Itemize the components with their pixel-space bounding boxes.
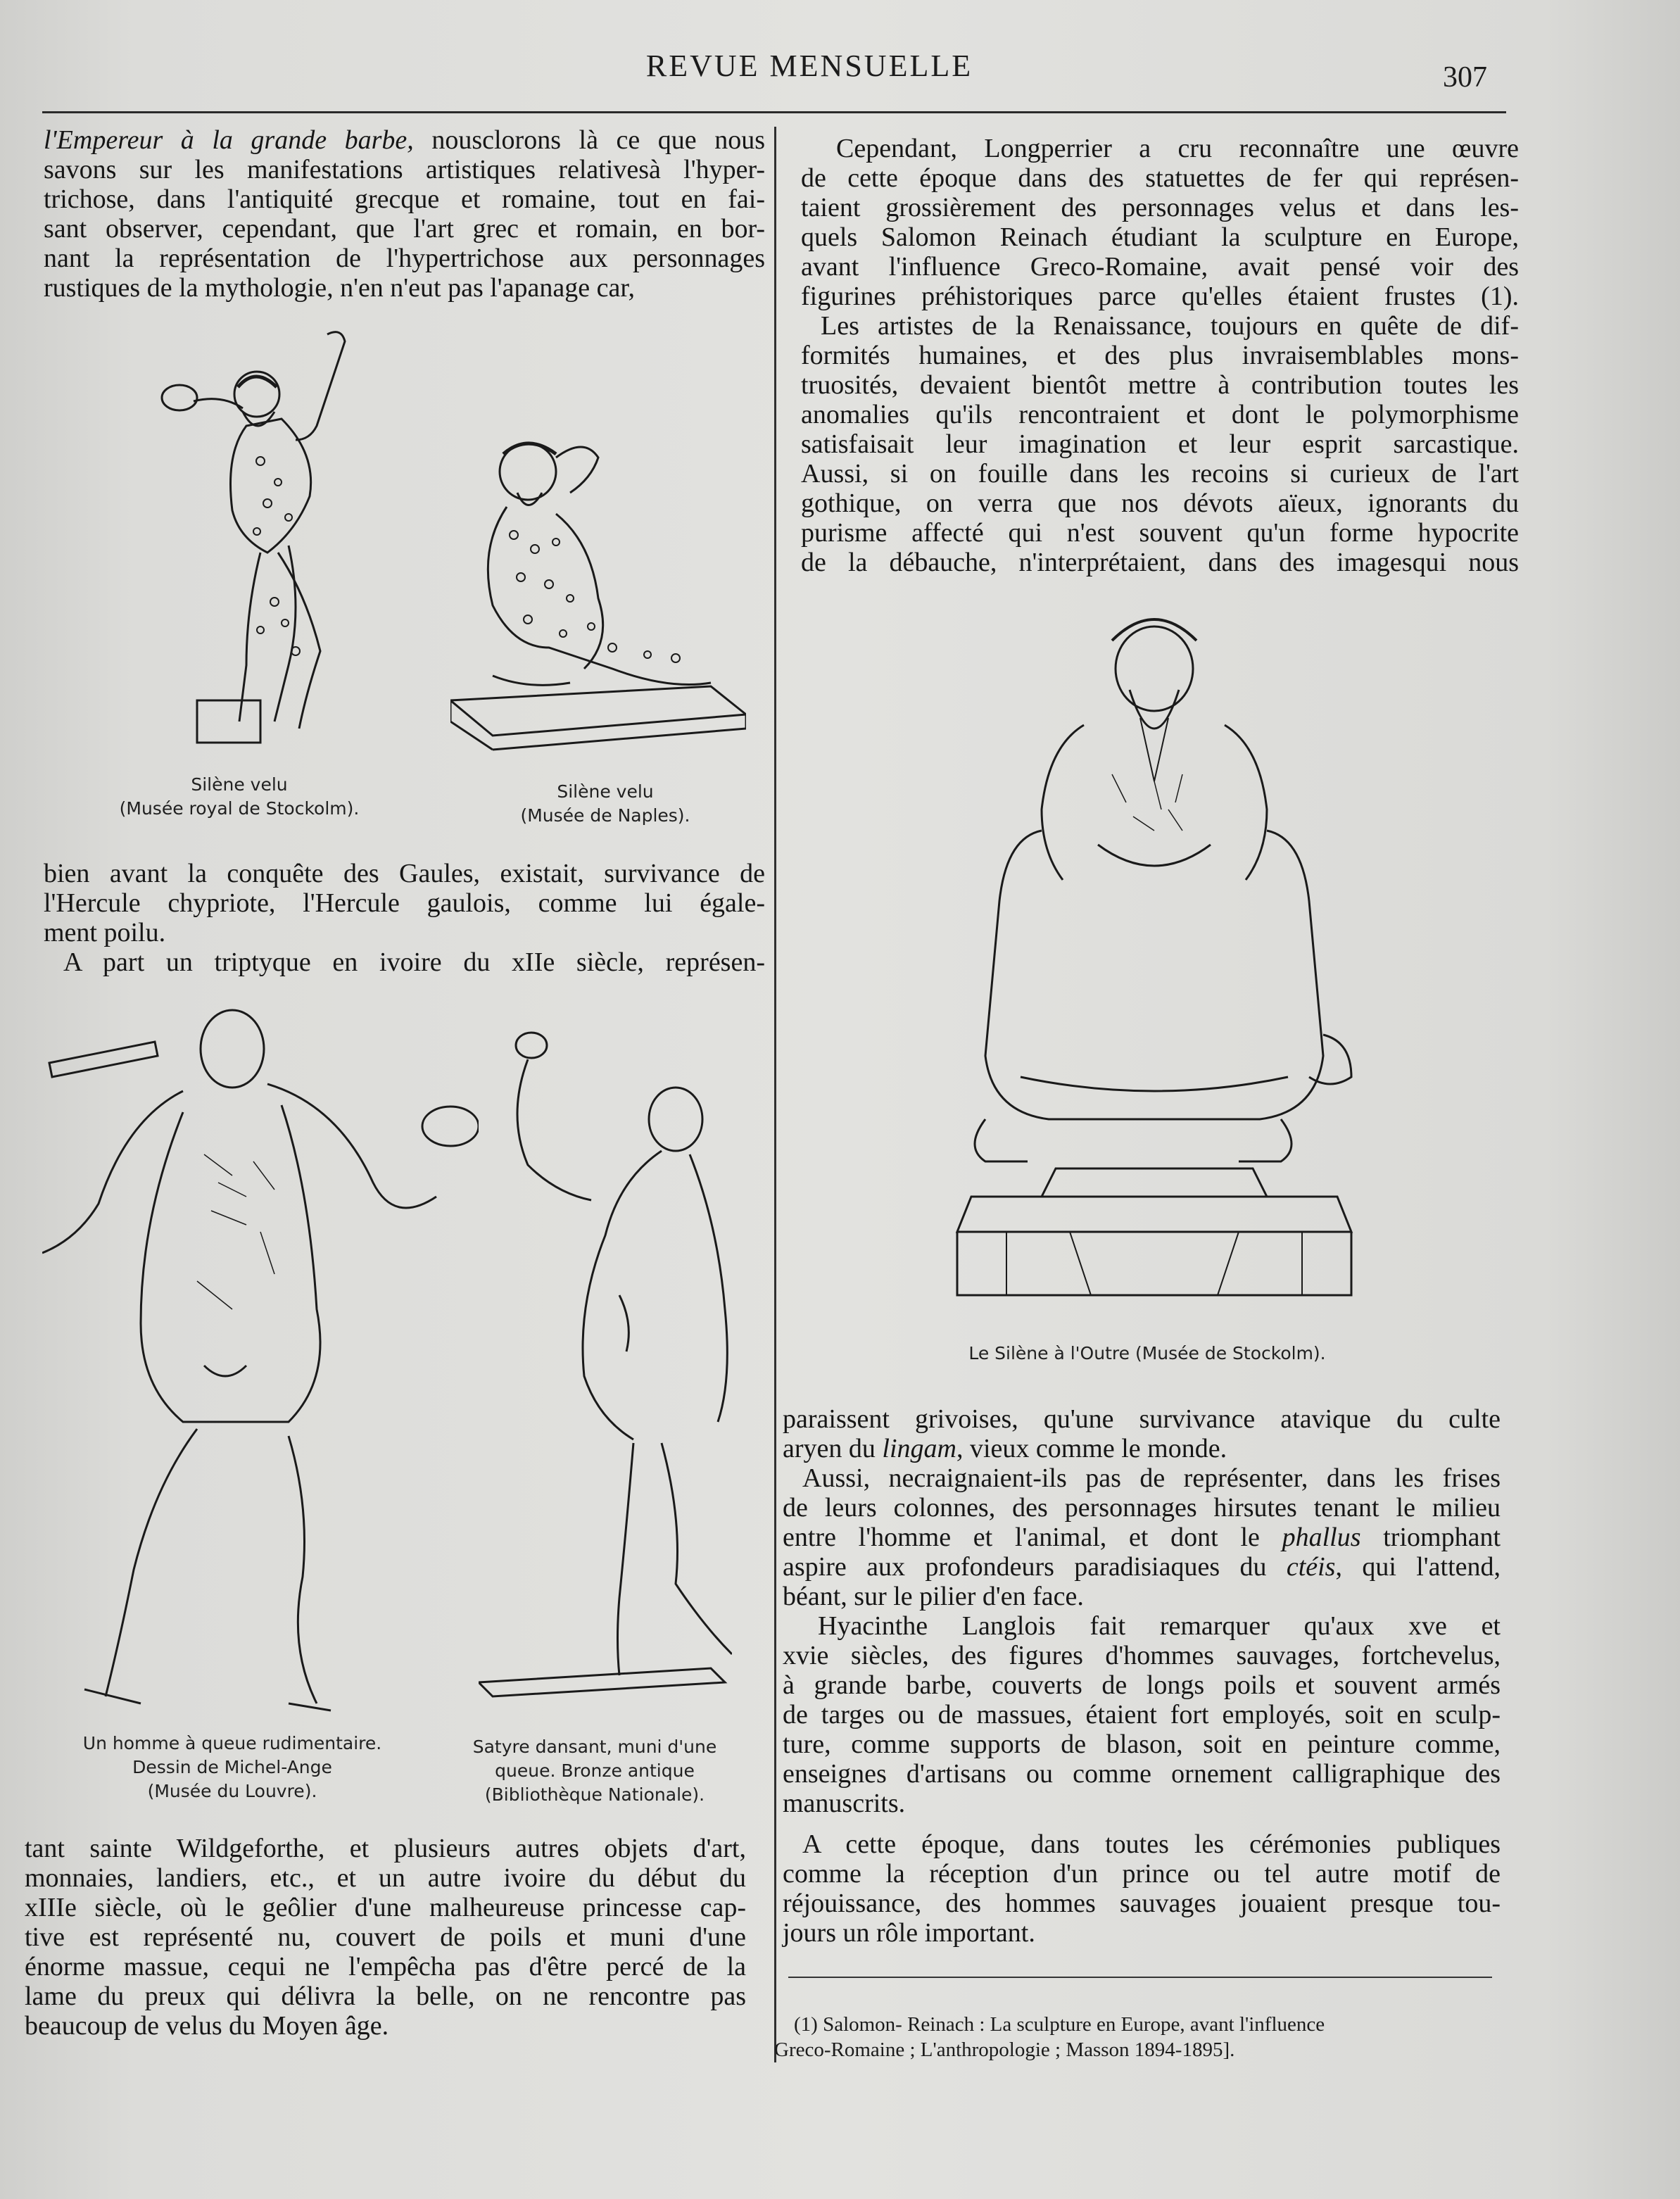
text-line: de cette époque dans des statuettes de fer qui représen- [801,163,1519,193]
text-line: jours un rôle important. [783,1918,1035,1948]
text-line: de targes ou de massues, étaient fort employés, soit en sculp- [783,1700,1501,1729]
text-line: comme la réception d'un prince ou tel autre motif de [783,1859,1501,1889]
text-line: sant observer, cependant, que l'art grec et romain, en bor- [44,214,765,244]
caption-silene-outre: Le Silène à l'Outre (Musée de Stockolm). [968,1343,1326,1363]
text-line: trichose, dans l'antiquité grecque et romaine, tout en fai- [44,184,765,214]
left-middle-paragraph [44,859,765,977]
text-line: tant sainte Wildgeforthe, et plusieurs autres objets d'art, [25,1834,746,1863]
caption-silene-naples: Silène velu (Musée de Naples). [520,781,690,826]
column-divider [774,127,776,2062]
caption-michelangelo: Un homme à queue rudimentaire. Dessin de Michel-Ange (Musée du Louvre). [82,1733,382,1801]
text-line: enseignes d'artisans ou comme ornement calligraphique des [783,1759,1501,1789]
text-line: Aussi, si on fouille dans les recoins si curieux de l'art [801,459,1519,489]
text-line: xIIIe siècle, où le geôlier d'une malheureuse princesse cap- [25,1893,746,1922]
right-top-paragraph [801,134,1519,577]
left-final-paragraph [25,1834,746,2041]
figure-michelangelo-drawing [42,1000,479,1725]
text-line: xvie siècles, des figures d'hommes sauvages, fortchevelus, [783,1641,1501,1670]
running-head: REVUE MENSUELLE [645,49,973,83]
figure-silene-outre [943,612,1365,1302]
text-line: figurines préhistoriques parce qu'elles étaient frustes (1). [801,282,1519,311]
text-line: anomalies qu'ils rencontraient et dont le polymorphisme [801,400,1519,429]
text-line: taient grossièrement des personnages velus et dans les- [801,193,1519,222]
caption-satyre: Satyre dansant, muni d'une queue. Bronze antique (Bibliothèque Nationale). [472,1737,717,1805]
text-line: réjouissance, des hommes sauvages jouaient presque tou- [783,1889,1501,1918]
text-line: satisfaisait leur imagination et leur esprit sarcastique. [801,429,1519,459]
text-line: beaucoup de velus du Moyen âge. [25,2011,389,2041]
footnote-rule [788,1977,1492,1978]
text-line: entre l'homme et l'animal, et dont le phallus triomphant [783,1523,1501,1552]
text-line: Hyacinthe Langlois fait remarquer qu'aux xve et [818,1611,1501,1641]
figure-satyre-dansant [479,1028,732,1710]
text-line: gothique, on verra que nos dévots aïeux, ignorants du [801,489,1519,518]
text-line: Cependant, Longperrier a cru reconnaître une œuvre [836,134,1519,163]
text-line: nant la représentation de l'hypertrichose aux personnages [44,244,765,273]
text-line: à grande barbe, couverts de longs poils et souvent armés [783,1670,1501,1700]
text-line: ture, comme supports de blason, soit en peinture comme, [783,1729,1501,1759]
text-line: aryen du lingam, vieux comme le monde. [783,1434,1227,1463]
caption-silene-stockholm: Silène velu (Musée royal de Stockolm). [119,774,360,819]
text-line: Aussi, necraignaient-ils pas de représenter, dans les frises [802,1463,1501,1493]
text-line: tive est représenté nu, couvert de poils et muni d'une [25,1922,746,1952]
text-line: A cette époque, dans toutes les cérémonies publiques [802,1829,1501,1859]
text-line: formités humaines, et des plus invraisemblables mons- [801,341,1519,370]
text-line: énorme massue, cequi ne l'empêcha pas d'être percé de la [25,1952,746,1981]
text-line: bien avant la conquête des Gaules, existait, survivance de [44,859,765,888]
text-line: béant, sur le pilier d'en face. [783,1582,1084,1611]
text-line: savons sur les manifestations artistiques relativesà l'hyper- [44,155,765,184]
text-line: Les artistes de la Renaissance, toujours en quête de dif- [821,311,1519,341]
text-line: monnaies, landiers, etc., et un autre ivoire du début du [25,1863,746,1893]
text-line: avant l'influence Greco-Romaine, avait pensé voir des [801,252,1519,282]
figure-silene-naples [450,422,746,753]
text-line: aspire aux profondeurs paradisiaques du ctéis, qui l'attend, [783,1552,1501,1582]
right-bottom-paragraph [783,1404,1501,1948]
page-number: 307 [1443,61,1487,94]
text-line: lame du preux qui délivra la belle, on ne rencontre pas [25,1981,746,2011]
text-line: purisme affecté qui n'est souvent qu'un forme hypocrite [801,518,1519,548]
text-line: truosités, devaient bientôt mettre à contribution toutes les [801,370,1519,400]
text-line: de leurs colonnes, des personnages hirsutes tenant le milieu [783,1493,1501,1523]
text-line: rustiques de la mythologie, n'en n'eut pas l'apanage car, [44,273,635,303]
text-line: A part un triptyque en ivoire du xIIe siècle, représen- [63,947,765,977]
left-intro-paragraph [44,125,765,303]
text-line: paraissent grivoises, qu'une survivance atavique du culte [783,1404,1501,1434]
text-line: manuscrits. [783,1789,906,1818]
text-line: ment poilu. [44,918,166,947]
header-rule [42,111,1506,113]
text-line: l'Empereur à la grande barbe, nousclorons là ce que nous [44,125,765,155]
text-line: quels Salomon Reinach étudiant la sculpture en Europe, [801,222,1519,252]
text-line: l'Hercule chypriote, l'Hercule gaulois, comme lui égale- [44,888,765,918]
footnote: (1) Salomon- Reinach : La sculpture en Europe, avant l'influence Greco-Romaine ; L'anthropologie ; Masson 1894-1895]. [774,2013,1325,2061]
figure-silene-stockholm [155,320,373,750]
text-line: de la débauche, n'interprétaient, dans des imagesqui nous [801,548,1519,577]
